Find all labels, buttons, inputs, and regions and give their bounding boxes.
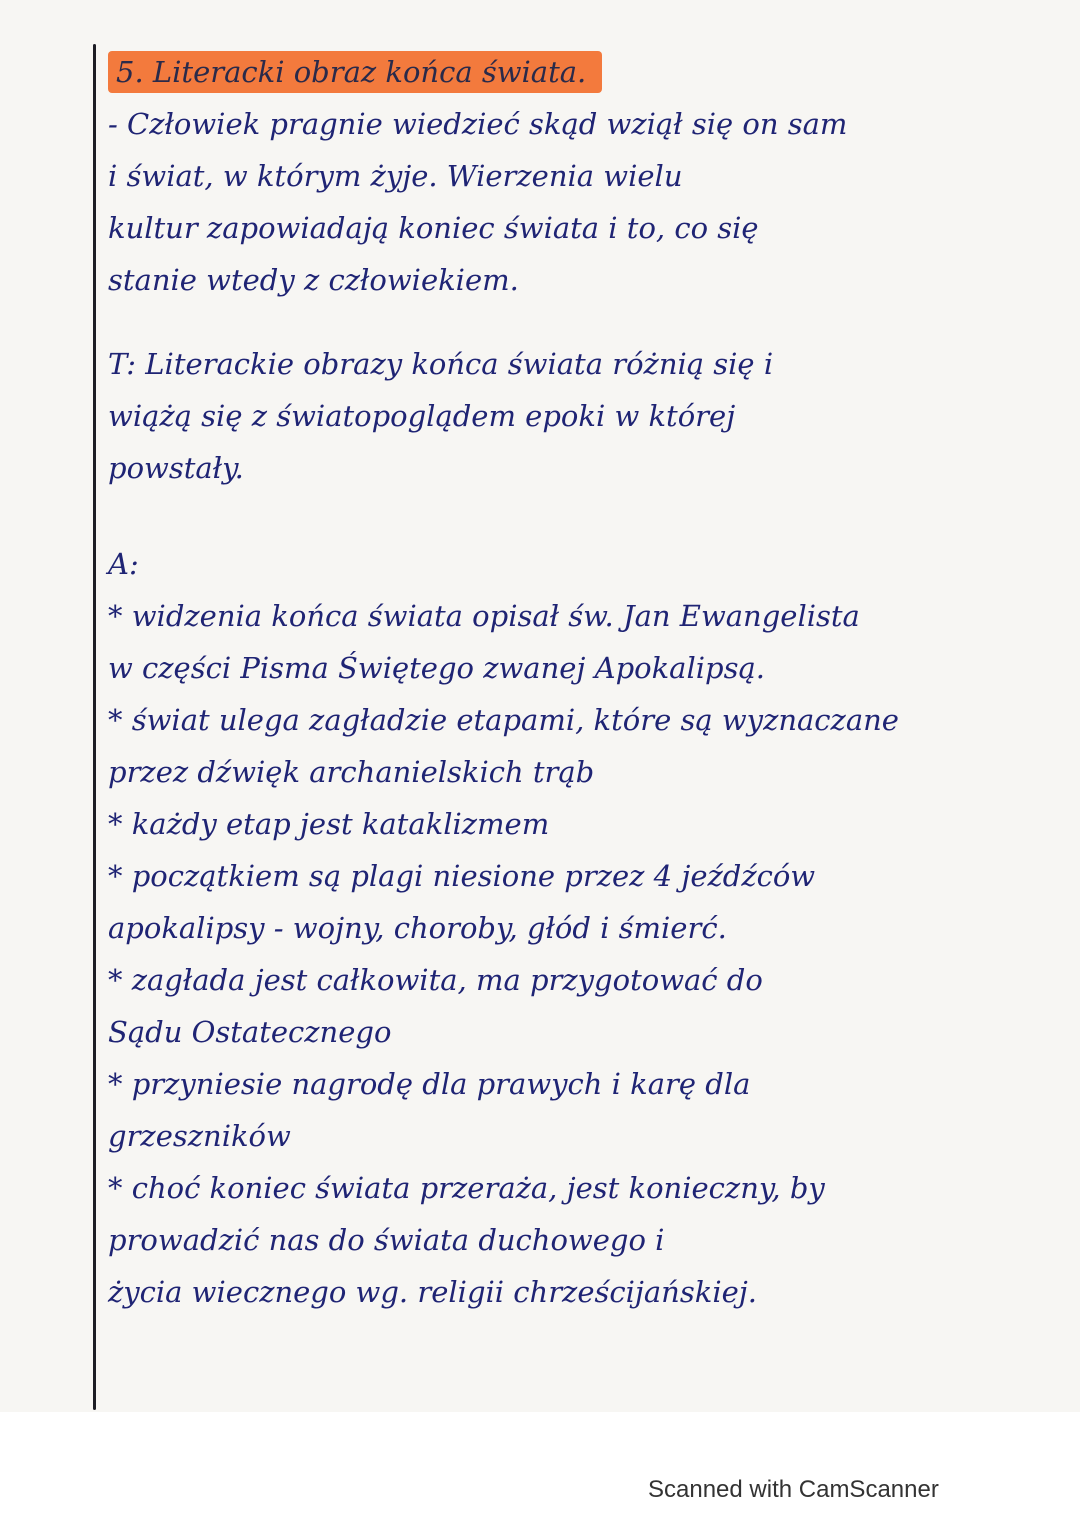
- handwritten-notes: [108, 46, 1048, 1318]
- thesis-line: T: Literackie obrazy końca świata różnią się i: [108, 347, 774, 381]
- scanner-watermark: Scanned with CamScanner: [648, 1476, 939, 1503]
- note-line: * widzenia końca świata opisał św. Jan Ewangelista: [108, 599, 860, 633]
- note-line: * przyniesie nagrodę dla prawych i karę dla: [108, 1067, 751, 1101]
- margin-line: [93, 44, 96, 1410]
- note-line: apokalipsy - wojny, choroby, głód i śmierć.: [108, 911, 727, 945]
- note-title: 5. Literacki obraz końca świata.: [108, 51, 602, 93]
- note-line: kultur zapowiadają koniec świata i to, co się: [108, 211, 759, 245]
- note-line: grzeszników: [108, 1119, 291, 1153]
- thesis-line: powstały.: [108, 451, 244, 485]
- note-line: w części Pisma Świętego zwanej Apokalipsą.: [108, 651, 765, 685]
- note-line: * początkiem są plagi niesione przez 4 jeźdźców: [108, 859, 816, 893]
- note-line: Sądu Ostatecznego: [108, 1015, 392, 1049]
- note-line: * zagłada jest całkowita, ma przygotować do: [108, 963, 763, 997]
- note-line: prowadzić nas do świata duchowego i: [108, 1223, 665, 1257]
- note-line: życia wiecznego wg. religii chrześcijańskiej.: [108, 1275, 757, 1309]
- note-line: stanie wtedy z człowiekiem.: [108, 263, 519, 297]
- note-line: przez dźwięk archanielskich trąb: [108, 755, 595, 789]
- note-line: i świat, w którym żyje. Wierzenia wielu: [108, 159, 683, 193]
- argument-heading: A:: [108, 547, 139, 581]
- thesis-line: wiążą się z światopoglądem epoki w której: [108, 399, 736, 433]
- note-title-line: [108, 46, 1048, 98]
- note-line: * każdy etap jest kataklizmem: [108, 807, 550, 841]
- note-line: * choć koniec świata przeraża, jest konieczny, by: [108, 1171, 825, 1205]
- note-line: - Człowiek pragnie wiedzieć skąd wziął się on sam: [108, 107, 848, 141]
- note-line: * świat ulega zagładzie etapami, które są wyznaczane: [108, 703, 899, 737]
